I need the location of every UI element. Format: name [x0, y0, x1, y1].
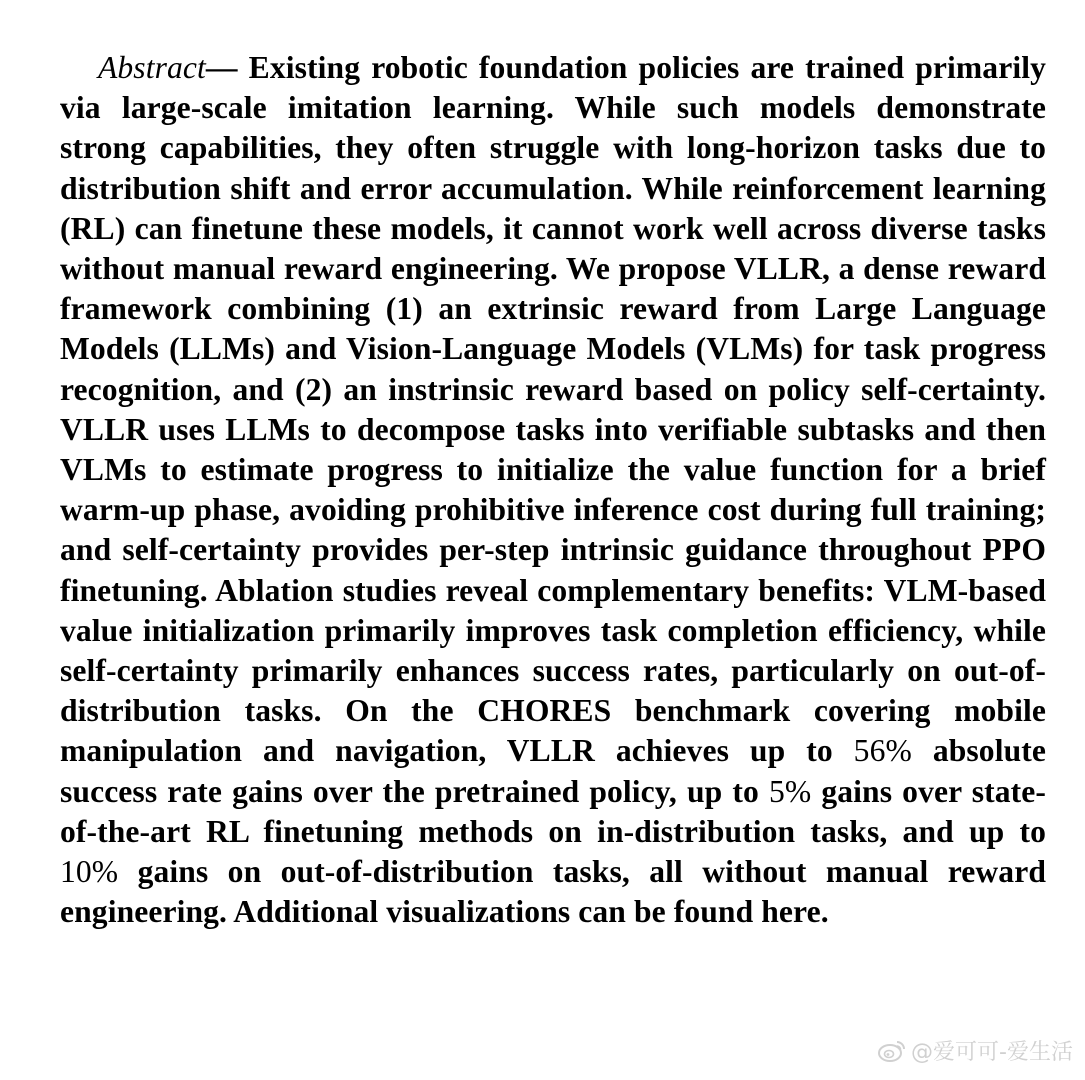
abstract-label: Abstract — [98, 50, 206, 85]
gain-out-of-distribution: 10% — [60, 854, 119, 890]
success-gain-pretrained: 56% — [853, 733, 912, 769]
abstract-paragraph — [60, 48, 1046, 932]
abstract-text-2: absolute success rate gains over the pretrained policy, up to — [60, 733, 1046, 809]
gain-in-distribution: 5% — [768, 773, 812, 809]
abstract-text-4: gains on out-of-distribution tasks, all without manual reward engineering. Additional visualizations can be found here. — [60, 854, 1046, 930]
watermark — [877, 1035, 1073, 1066]
weibo-icon — [877, 1039, 907, 1063]
watermark-text: @爱可可-爱生活 — [911, 1040, 1073, 1065]
abstract-dash: — — [205, 50, 238, 85]
abstract-text-3: gains over state-of-the-art RL finetuning methods on in-distribution tasks, and up to — [60, 773, 1046, 849]
abstract-text-1: Existing robotic foundation policies are trained primarily via large-scale imitation learning. While such models demonstrate strong capabilities, they often struggle with long-horizon tasks due to distribution shift and error accumulation. While reinforcement learning (RL) can finetune these models, it cannot work well across diverse tasks without manual reward engineering. We propose VLLR, a dense reward framework combining (1) an extrinsic reward from Large Language Models (LLMs) and Vision-Language Models (VLMs) for task progress recognition, and (2) an instrinsic reward based on policy self-certainty. VLLR uses LLMs to decompose tasks into verifiable subtasks and then VLMs to estimate progress to initialize the value function for a brief warm-up phase, avoiding prohibitive inference cost during full training; and self-certainty provides per-step intrinsic guidance throughout PPO finetuning. Ablation studies reveal complementary benefits: VLM-based value initialization primarily improves task completion efficiency, while self-certainty primarily enhances success rates, particularly on out-of-distribution tasks. On the CHORES benchmark covering mobile manipulation and navigation, VLLR achieves up to — [60, 50, 1046, 769]
